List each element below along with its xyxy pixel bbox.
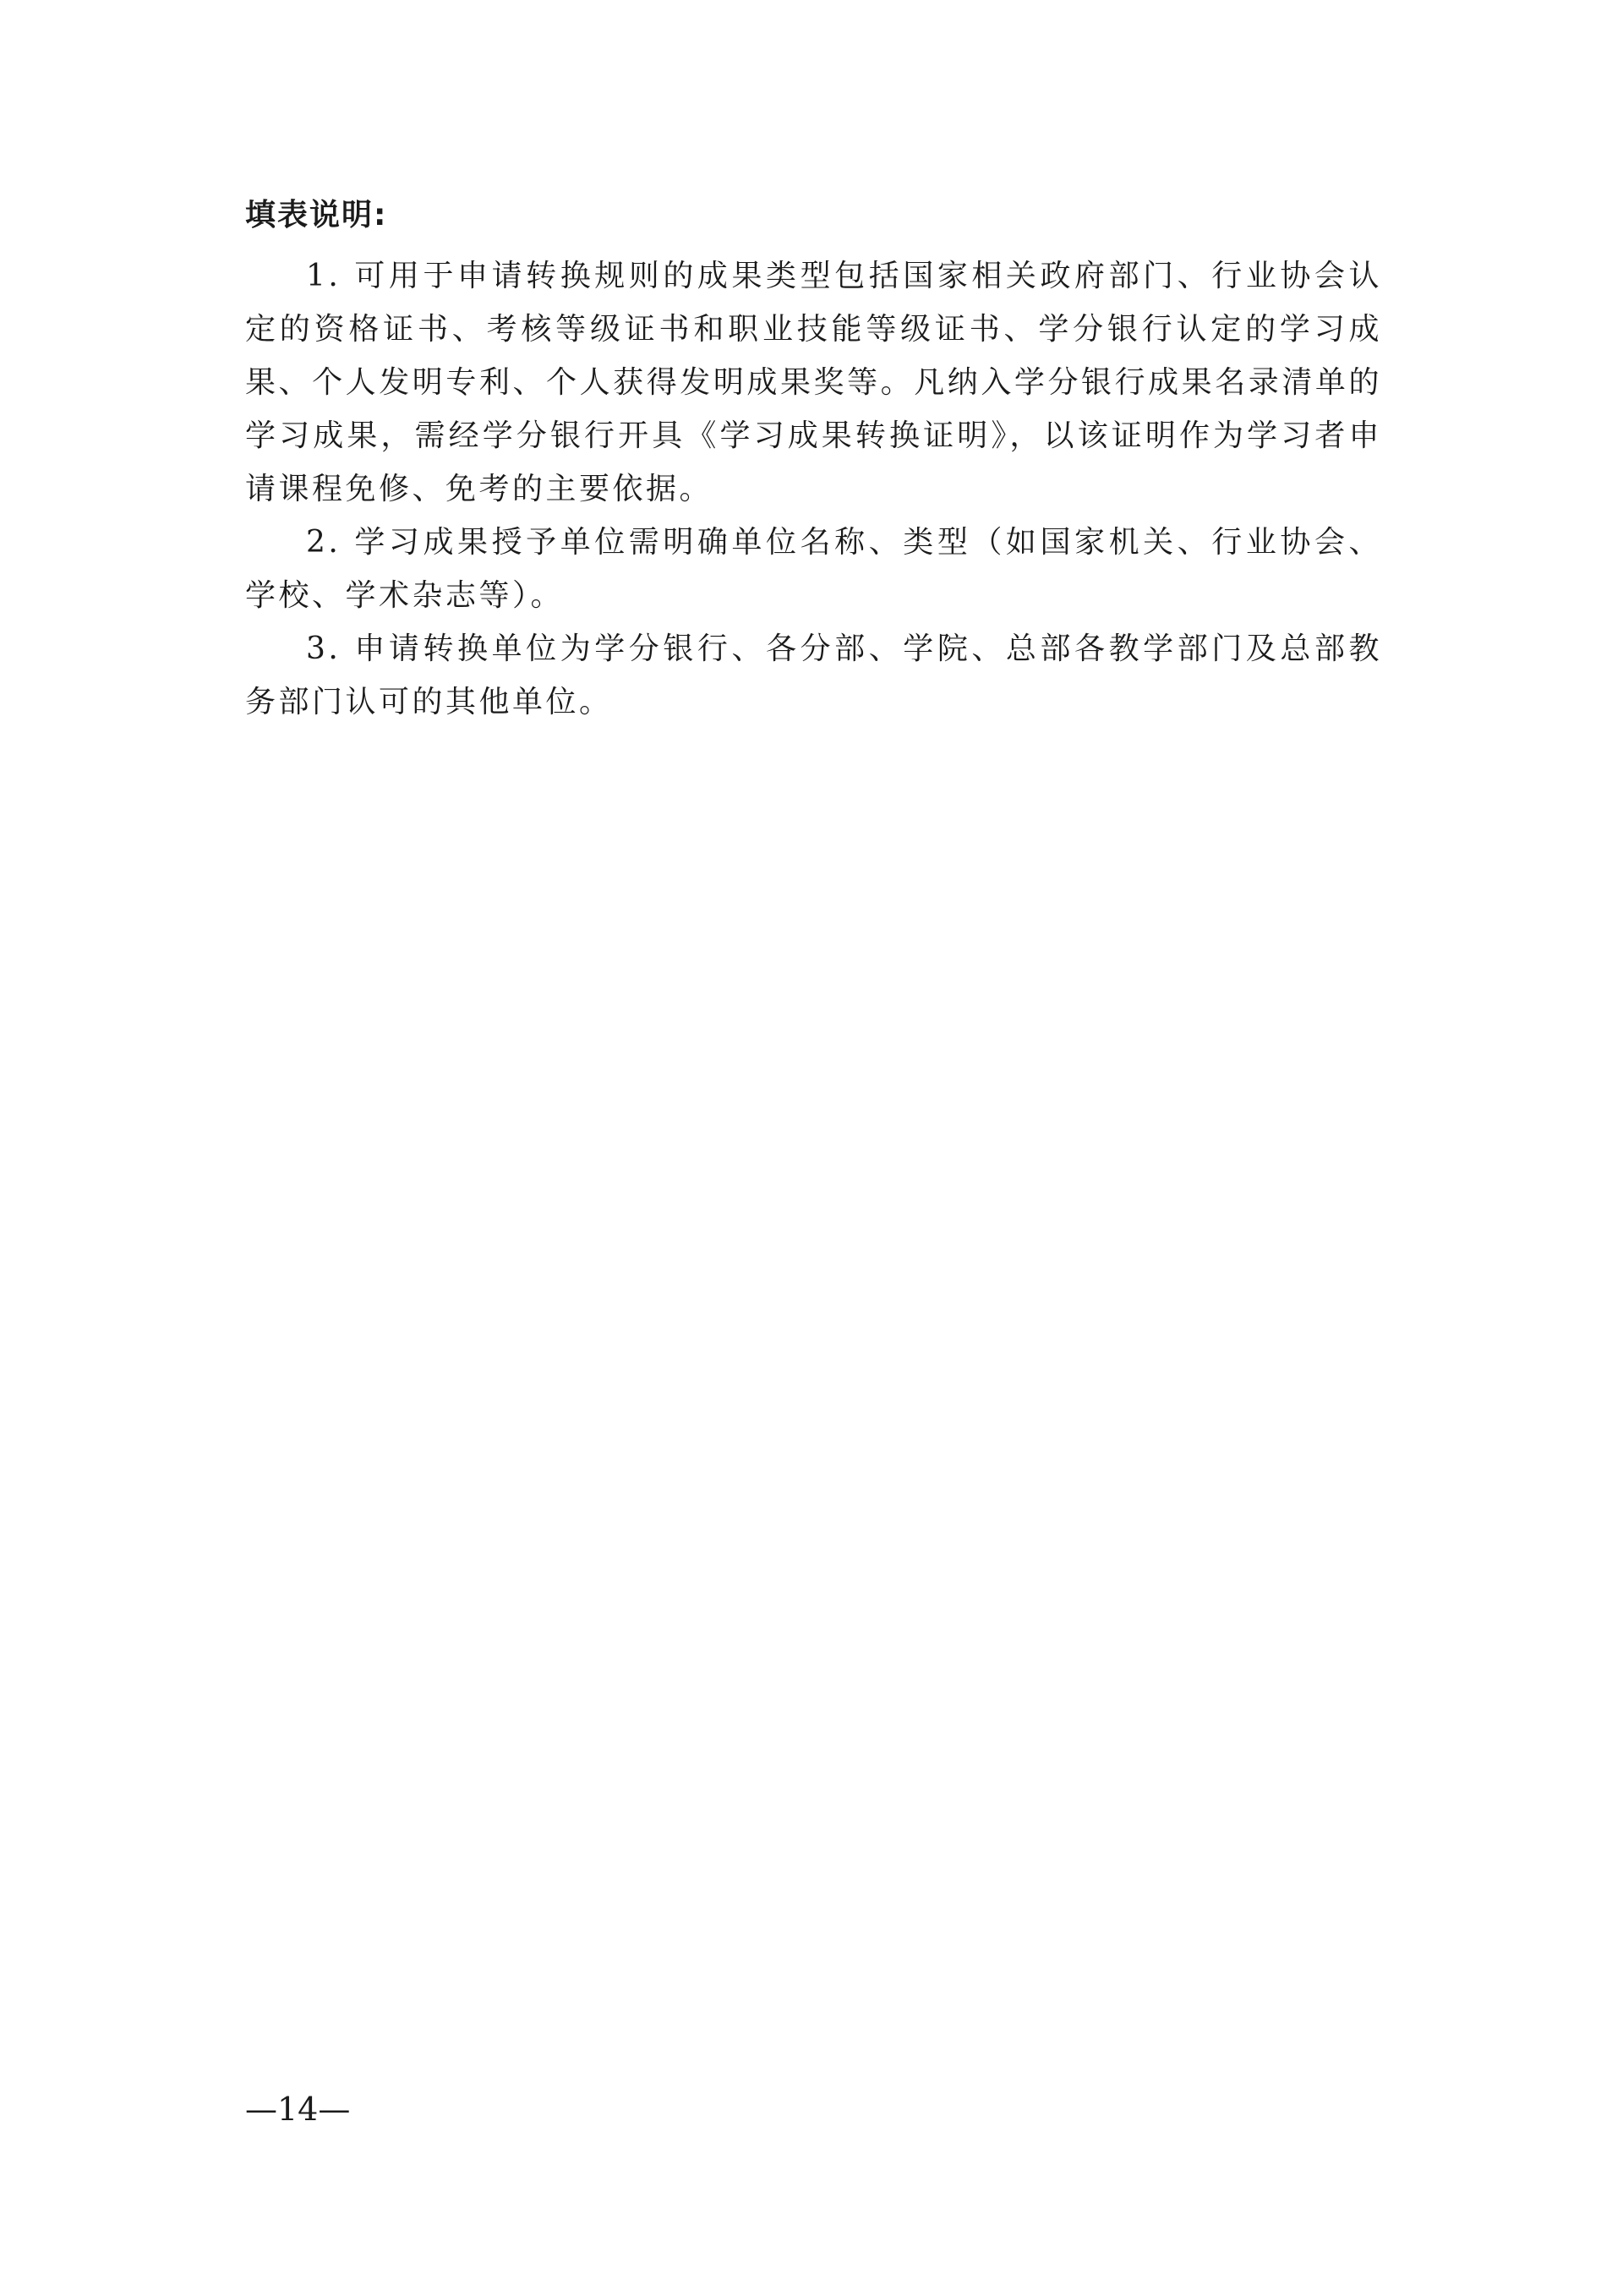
section-heading: 填表说明:	[245, 198, 388, 232]
instruction-paragraph-2: 2. 学习成果授予单位需明确单位名称、类型（如国家机关、行业协会、学校、学术杂志等）。	[245, 525, 1382, 613]
page-number: —14—	[245, 2091, 351, 2128]
instruction-paragraph-3: 3. 申请转换单位为学分银行、各分部、学院、总部各教学部门及总部教务部门认可的其他单位。	[245, 631, 1382, 719]
page-content	[245, 182, 1382, 729]
instruction-paragraph-1: 1. 可用于申请转换规则的成果类型包括国家相关政府部门、行业协会认定的资格证书、考核等级证书和职业技能等级证书、学分银行认定的学习成果、个人发明专利、个人获得发明成果奖等。凡纳入学分银行成果名录清单的学习成果，需经学分银行开具《学习成果转换证明》，以该证明作为学习者申请课程免修、免考的主要依据。	[245, 259, 1382, 506]
